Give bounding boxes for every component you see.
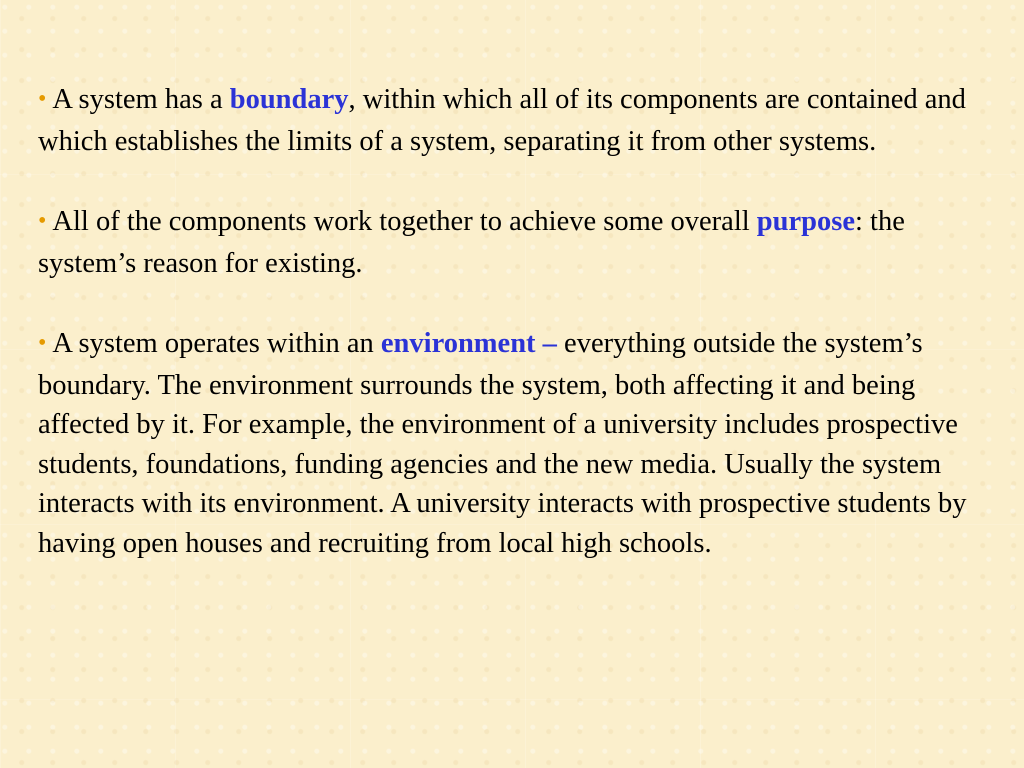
bullet-environment [38,324,993,563]
bullet-prefix: All of the components work together to achieve some overall [52,206,757,237]
slide-content [38,80,993,604]
bullet-suffix: everything outside the system’s boundary. The environment surrounds the system, both affecting it and being affected by it. For example, the environment of a university includes prospective students, foundations, funding agencies and the new media. Usually the system interacts with its environment. A university interacts with prospective students by having open houses and recruiting from local high schools. [38,328,967,559]
bullet-boundary [38,80,993,161]
bullet-suffix: , within which all of its components are contained and which establishes the limits of a system, separating it from other systems. [38,84,966,157]
term-boundary: boundary [229,84,349,115]
bullet-prefix: A system has a [52,84,230,115]
bullet-icon: • [38,86,47,112]
bullet-icon: • [38,208,47,234]
term-environment: environment – [380,328,557,359]
bullet-prefix: A system operates within an [52,328,381,359]
term-purpose: purpose [756,206,855,237]
bullet-icon: • [38,330,47,356]
bullet-purpose [38,202,993,283]
bullet-suffix: : the system’s reason for existing. [38,206,905,279]
